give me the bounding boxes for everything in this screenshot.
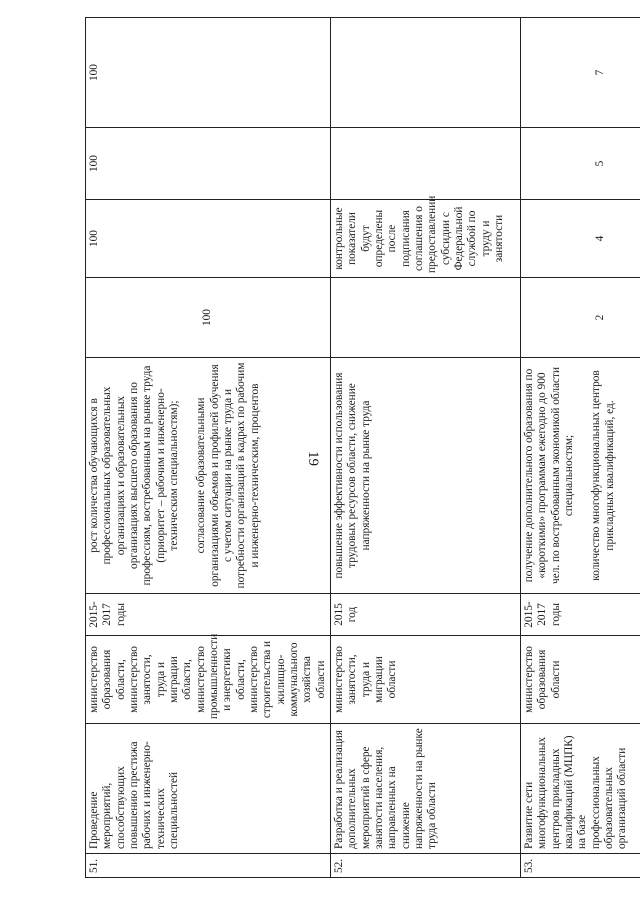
row-number: 51. xyxy=(86,854,331,878)
result-text: количество многофункциональных центров прикладных квалификаций, ед. xyxy=(590,370,616,581)
period-cell: 2015-2017 годы xyxy=(86,594,331,636)
value-cell xyxy=(330,128,520,200)
responsible-cell: министерство образования области, министерство занятости, труда и миграции области, министерство промышленности и энергетики области, министерство строительства и жилищно-коммунального хозяйства области xyxy=(86,636,331,724)
value-cell: 100 xyxy=(86,278,331,358)
table-row xyxy=(86,18,331,878)
result-text: согласование образовательными организациями объемов и профилей обучения с учетом ситуации на рынке труда и потребности организаций в кадрах по рабочим и инженерно-техническим, процентов xyxy=(195,362,261,589)
results-cell xyxy=(520,358,640,594)
value-cell: 5 xyxy=(520,128,640,200)
measures-table xyxy=(85,17,640,878)
page-number: 19 xyxy=(305,451,321,466)
responsible-cell: министерство занятости, труда и миграции области xyxy=(330,636,520,724)
value-cell: 100 xyxy=(86,18,331,128)
value-cell: 4 xyxy=(520,200,640,278)
result-text: повышение эффективности использования трудовых ресурсов области, снижение напряженности на рынке труда xyxy=(332,372,372,579)
row-number: 53. xyxy=(520,854,640,878)
period-cell: 2015 год xyxy=(330,594,520,636)
value-cell: контрольные показатели будут определены после подписания соглашения о предоставлении субсидии с Федеральной службой по труду и занятости xyxy=(330,200,520,278)
table-row xyxy=(520,18,640,878)
period-cell: 2015-2017 годы xyxy=(520,594,640,636)
value-cell: 2 xyxy=(520,278,640,358)
results-cell xyxy=(86,358,331,594)
responsible-cell: министерство образования области xyxy=(520,636,640,724)
value-cell: 100 xyxy=(86,200,331,278)
result-text: рост количества обучающихся в профессиональных образовательных организациях и образовательных организациях высшего образования по профессиям, востребованным на рынке труда (приоритет – рабочим и инженерно-техническим специальностям); xyxy=(88,365,180,586)
rotated-table-sheet xyxy=(85,18,640,878)
table-row xyxy=(330,18,520,878)
result-text: получение дополнительного образования по «короткими» программам ежегодно до 900 чел. по востребованным экономикой области специальностям; xyxy=(522,367,575,584)
row-number: 52. xyxy=(330,854,520,878)
value-cell: 100 xyxy=(86,128,331,200)
event-cell: Развитие сети многофункциональных центров прикладных квалификаций (МЦПК) на базе профессиональных образовательных организаций области xyxy=(520,724,640,854)
results-cell xyxy=(330,358,520,594)
value-cell: 7 xyxy=(520,18,640,128)
value-cell xyxy=(330,278,520,358)
event-cell: Разработка и реализация дополнительных мероприятий в сфере занятости населения, направленных на снижение напряженности на рынке труда области xyxy=(330,724,520,854)
value-cell xyxy=(330,18,520,128)
event-cell: Проведение мероприятий, способствующих повышению престижа рабочих и инженерно-технических специальностей xyxy=(86,724,331,854)
